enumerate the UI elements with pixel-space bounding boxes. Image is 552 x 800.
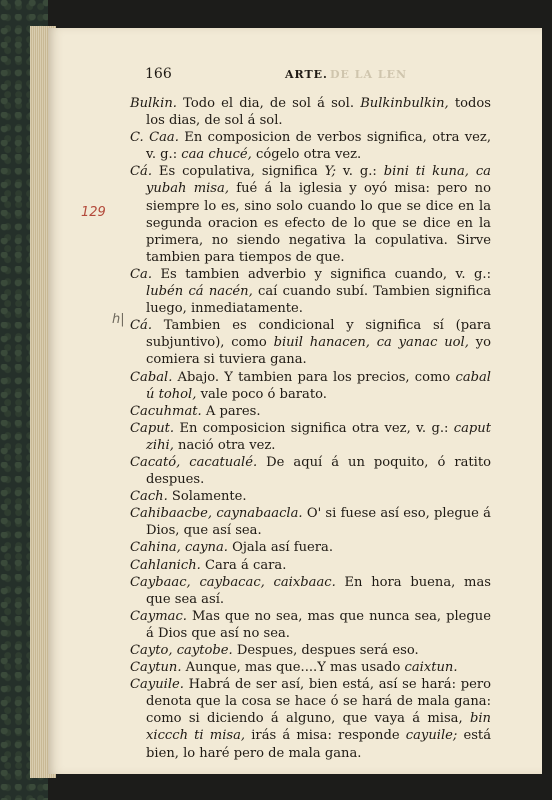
entry-example: Caa.: [149, 130, 179, 146]
entry: [130, 676, 491, 761]
entry-text: nació otra vez.: [173, 437, 276, 453]
entry-text: fué á la iglesia y oyó misa: pero no siempre lo es, sino solo cuando lo que se dice en la segunda oracion es efecto de lo que se dice en la primera, no siendo negativa la copulativa. Sirve tambien para tiempos de que.: [146, 181, 491, 265]
entry-headword: Cahina, cayna.: [130, 540, 228, 556]
entry: [130, 557, 491, 574]
entry-headword: Cacató, cacatualé.: [130, 454, 258, 470]
entry-headword: Cayto, caytobe.: [130, 643, 233, 658]
entry-text: Solamente.: [167, 489, 247, 505]
entry: [130, 608, 491, 642]
entry-text: Abajo. Y tambien para los precios, como: [172, 369, 456, 385]
entry-headword: Cabal.: [130, 369, 173, 385]
entry-text: En composicion de verbos significa, otra vez, v. g.:: [146, 130, 491, 163]
entry: [130, 129, 491, 163]
entry: [130, 488, 491, 505]
entry-text: De aquí á un poquito, ó ratito despues.: [146, 454, 491, 488]
entry: [130, 95, 491, 129]
entry: [130, 403, 491, 420]
entry: [130, 505, 491, 539]
margin-note-129: 129: [81, 205, 106, 220]
entry-text: A pares.: [201, 403, 261, 419]
entry-headword: Cá.: [130, 318, 152, 334]
entry-headword: Caymac.: [130, 608, 187, 624]
entry-text: Es copulativa, significa: [152, 164, 325, 180]
entry: [130, 574, 491, 608]
entry-text: Cara á cara.: [200, 557, 287, 573]
entry: [130, 317, 491, 368]
entry: [130, 266, 491, 317]
entry-text: Todo el dia, de sol á sol.: [176, 96, 361, 111]
entry-example: bini ti kuna, ca yubah misa,: [146, 164, 491, 197]
page-number: 166: [145, 66, 172, 82]
entry-text: Tambien es condicional y significa sí (para subjuntivo), como: [146, 318, 491, 351]
entry-text: está bien, lo haré pero de mala gana.: [146, 728, 491, 761]
entry-text: todos los dias, de sol á sol.: [146, 96, 491, 129]
entry-example: Bulkinbulkin,: [360, 96, 449, 111]
entry-example: cabal ú tohol,: [146, 369, 491, 402]
entry-text: En hora buena, mas que sea así.: [146, 574, 491, 607]
entry-example: lubén cá nacén,: [146, 284, 253, 300]
entry-text: Aunque, mas que....Y mas usado: [181, 660, 405, 676]
entry: [130, 369, 491, 403]
entry-text: Habrá de ser así, bien está, así se hará: pero denota que la cosa se hace ó se hará de mala gana: como si diciendo á alguno, que vaya á misa,: [146, 677, 491, 727]
entry-headword: Cahlanich.: [130, 557, 201, 573]
margin-note-h: h|: [112, 312, 125, 327]
entry-headword: Caput.: [130, 420, 175, 436]
entry-text: Mas que no sea, mas que nunca sea, plegue á Dios que así no sea.: [146, 608, 491, 641]
entry-example: biuil hanacen, ca yanac uol,: [273, 335, 469, 351]
entry-text: vale poco ó barato.: [196, 386, 327, 402]
entry-example: caput zihi,: [146, 420, 491, 453]
entry-headword: Caytun.: [130, 660, 182, 676]
entry-example: Y;: [324, 164, 336, 180]
entry: [130, 163, 491, 266]
entry-headword: Cahibaacbe, caynabaacla.: [130, 506, 303, 522]
entry-headword: Cá.: [130, 164, 152, 180]
page-header: [145, 66, 485, 84]
entry-example: bin xiccch ti misa,: [146, 711, 491, 744]
entry-example: caa chucé,: [181, 147, 252, 163]
entry-text: yo comiera si tuviera gana.: [146, 335, 491, 368]
entry-text: Es tambien adverbio y significa cuando, v. g.:: [152, 266, 491, 282]
entry-headword: Cayuile.: [130, 677, 184, 693]
entry-text: Ojala así fuera.: [227, 540, 334, 556]
entry-headword: Bulkin.: [130, 96, 177, 111]
entry-headword: Ca.: [130, 266, 152, 282]
running-head: ARTE.: [285, 68, 328, 81]
entry: [130, 420, 491, 454]
entry-text: Despues, despues será eso.: [232, 643, 419, 658]
entry-text: caí cuando subí. Tambien significa luego, inmediatamente.: [146, 284, 491, 317]
entry-headword: C.: [130, 130, 144, 146]
entry-text: v. g.:: [336, 164, 384, 180]
entry-example: caixtun.: [404, 660, 458, 676]
bleed-through-text: DE LA LEN: [330, 68, 408, 81]
entry-headword: Cach.: [130, 489, 168, 505]
entry-text: irás á misa: responde: [245, 728, 406, 744]
entry-headword: Caybaac, caybacac, caixbaac.: [130, 574, 336, 590]
dictionary-entries: [130, 95, 491, 762]
entry-text: cógelo otra vez.: [251, 147, 362, 163]
entry: [130, 454, 491, 488]
entry-text: En composicion significa otra vez, v. g.:: [174, 420, 454, 436]
entry: [130, 539, 491, 556]
entry-headword: Cacuhmat.: [130, 403, 202, 419]
entry: [130, 659, 491, 676]
entry-text: O' si fuese así eso, plegue á Dios, que así sea.: [146, 506, 491, 539]
entry-example: cayuile;: [405, 728, 458, 744]
entry: [130, 642, 491, 659]
